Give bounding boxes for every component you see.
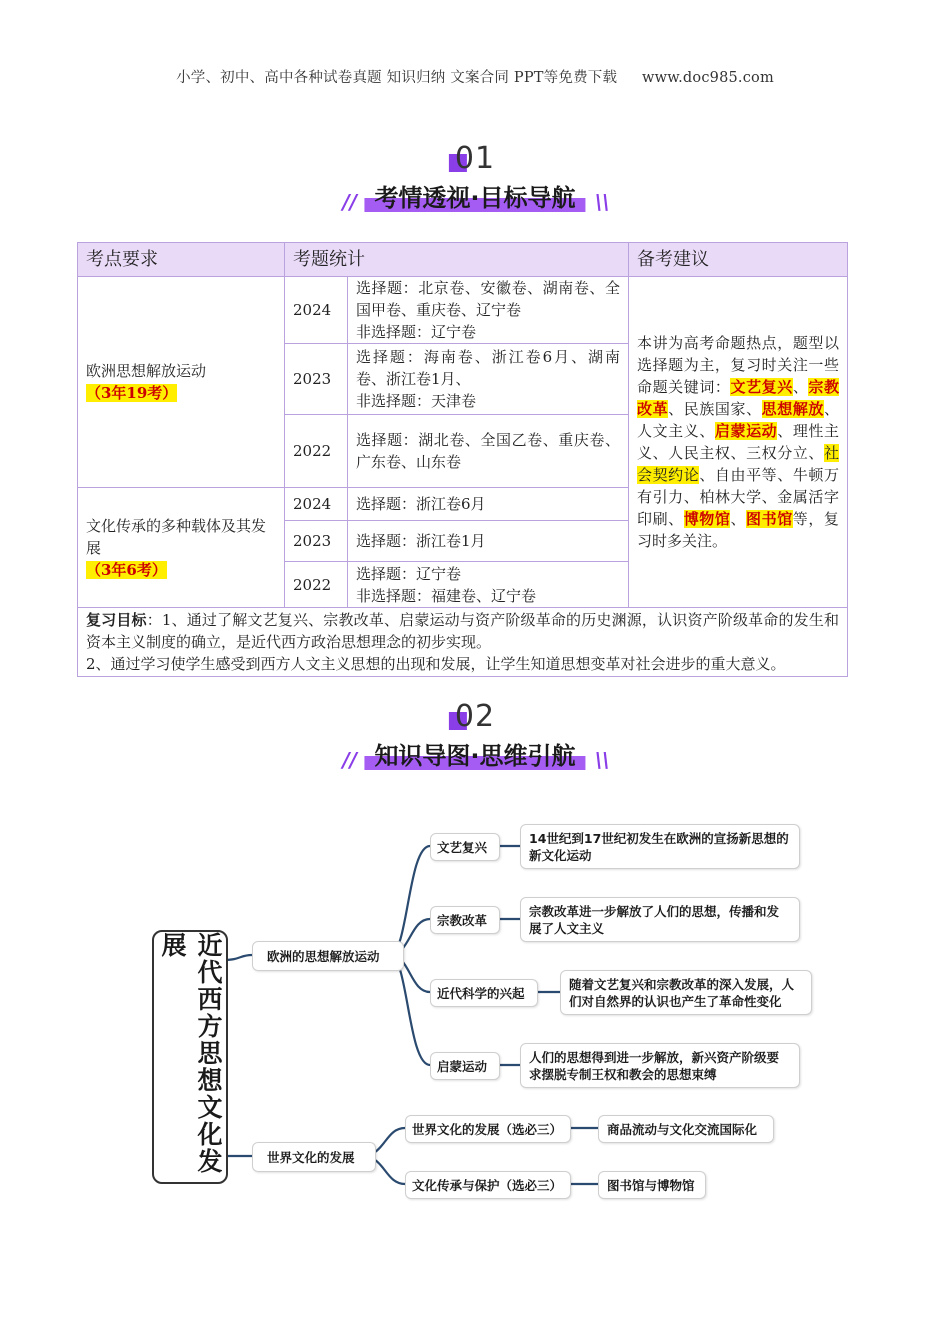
mindmap-node: 文化传承与保护（选必三）	[405, 1171, 571, 1199]
header-cell: 考点要求	[78, 243, 285, 277]
mindmap-desc: 商品流动与文化交流国际化	[598, 1115, 774, 1143]
topic-name: 文化传承的多种载体及其发展	[86, 516, 267, 557]
mindmap-desc: 14世纪到17世纪初发生在欧洲的宣扬新思想的新文化运动	[520, 824, 800, 869]
stat-cell: 选择题：海南卷、浙江卷6月、湖南卷、浙江卷1月、 非选择题：天津卷	[348, 344, 629, 415]
review-goal-cell	[78, 608, 848, 677]
section-2-heading	[0, 700, 950, 790]
slash-left-icon: //	[342, 748, 358, 772]
review-goal-text: ：1、通过了解文艺复兴、宗教改革、启蒙运动与资产阶级革命的历史渊源，认识资产阶级革命的发生和资本主义制度的确立，是近代西方政治思想理念的初步实现。	[86, 611, 839, 651]
review-goal-text: 2、通过学习使学生感受到西方人文主义思想的出现和发展，让学生知道思想变革对社会进步的重大意义。	[86, 655, 786, 673]
section-number: 01	[454, 141, 496, 176]
review-goal-label: 复习目标	[86, 611, 147, 629]
header-text: 小学、初中、高中各种试卷真题 知识归纳 文案合同 PPT等免费下载	[176, 70, 618, 86]
keyword-highlight: 启蒙运动	[714, 422, 778, 440]
year-cell: 2023	[285, 344, 348, 415]
keyword-highlight: 图书馆	[746, 510, 793, 528]
topic-count-badge: （3年19考）	[86, 384, 178, 402]
stat-cell: 选择题：浙江卷6月	[348, 488, 629, 521]
topic-name: 欧洲思想解放运动	[86, 362, 207, 380]
advice-cell: 本讲为高考命题热点，题型以选择题为主，复习时关注一些命题关键词：文艺复兴、宗教改革、民族国家、思想解放、人文主义、启蒙运动、理性主义、人民主权、三权分立、社会契约论、自由平等、牛顿万有引力、柏林大学、金属活字印刷、博物馆、图书馆等，复习时多关注。	[629, 277, 848, 608]
stat-cell: 选择题：辽宁卷 非选择题：福建卷、辽宁卷	[348, 562, 629, 608]
stat-cell: 选择题：湖北卷、全国乙卷、重庆卷、广东卷、山东卷	[348, 415, 629, 488]
year-cell: 2024	[285, 277, 348, 344]
topic-cell	[78, 277, 285, 488]
mindmap-desc: 宗教改革进一步解放了人们的思想，传播和发展了人文主义	[520, 897, 800, 942]
section-title: 知识导图·思维引航	[374, 742, 576, 770]
keyword-highlight: 博物馆	[683, 510, 731, 528]
mindmap-node: 近代科学的兴起	[430, 979, 538, 1007]
year-cell: 2024	[285, 488, 348, 521]
mindmap-node: 宗教改革	[430, 906, 500, 934]
connector-line	[224, 955, 252, 960]
table-header-row	[78, 243, 848, 277]
page-header	[0, 66, 950, 87]
header-cell: 备考建议	[629, 243, 848, 277]
keyword-highlight: 社会契约论	[637, 444, 839, 484]
topic-cell	[78, 488, 285, 608]
keyword-highlight: 宗教改革	[637, 378, 839, 418]
keyword-highlight: 思想解放	[761, 400, 824, 418]
mindmap-node: 启蒙运动	[430, 1052, 500, 1080]
mindmap-node: 文艺复兴	[430, 833, 500, 861]
mindmap-node: 世界文化的发展（选必三）	[405, 1115, 571, 1143]
header-url[interactable]: www.doc985.com	[641, 70, 774, 86]
section-1-heading	[0, 142, 950, 232]
mind-map	[0, 800, 950, 1220]
topic-count-badge: （3年6考）	[86, 560, 167, 579]
year-cell: 2022	[285, 562, 348, 608]
stat-cell: 选择题：北京卷、安徽卷、湖南卷、全国甲卷、重庆卷、辽宁卷 非选择题：辽宁卷	[348, 277, 629, 344]
keyword-highlight: 文艺复兴	[730, 378, 793, 396]
stat-cell: 选择题：浙江卷1月	[348, 521, 629, 562]
mindmap-desc: 图书馆与博物馆	[598, 1171, 706, 1199]
slash-right-icon: \\	[594, 748, 610, 772]
slash-right-icon: \\	[594, 190, 610, 214]
year-cell: 2023	[285, 521, 348, 562]
exam-analysis-table	[77, 242, 848, 677]
slash-left-icon: //	[342, 190, 358, 214]
branch-node: 世界文化的发展	[252, 1142, 376, 1172]
section-title: 考情透视·目标导航	[374, 184, 576, 212]
header-cell: 考题统计	[285, 243, 629, 277]
table-row	[78, 277, 848, 344]
mindmap-desc: 随着文艺复兴和宗教改革的深入发展，人们对自然界的认识也产生了革命性变化	[560, 970, 812, 1015]
section-number: 02	[454, 699, 496, 734]
year-cell: 2022	[285, 415, 348, 488]
table-row	[78, 608, 848, 677]
root-node: 近代西方思想文化发展	[152, 930, 228, 1184]
branch-node: 欧洲的思想解放运动	[252, 941, 404, 971]
mindmap-desc: 人们的思想得到进一步解放，新兴资产阶级要求摆脱专制王权和教会的思想束缚	[520, 1043, 800, 1088]
